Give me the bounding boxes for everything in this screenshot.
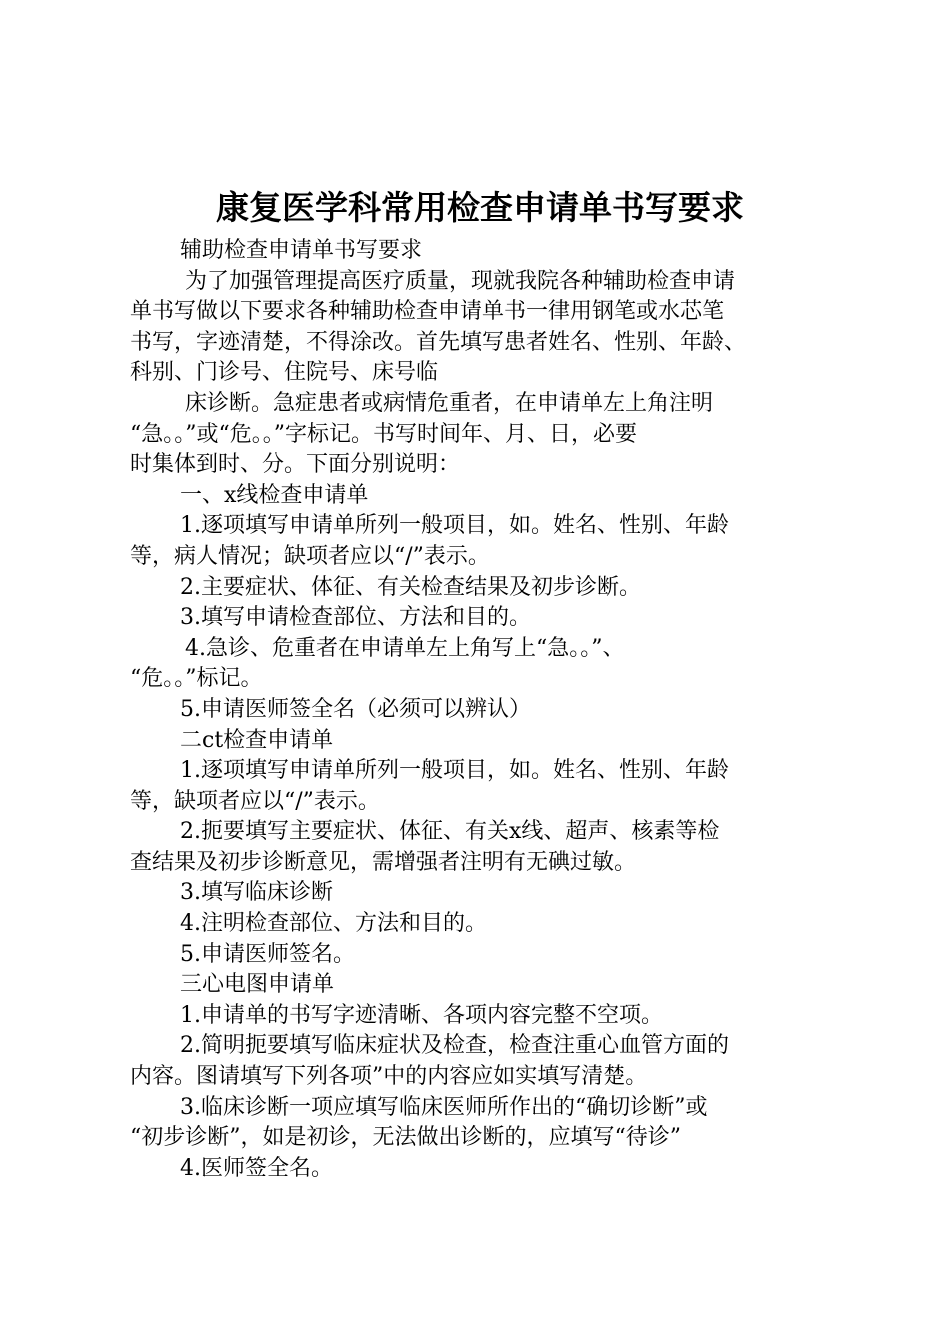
paragraph-line: “危。。”标记。 (130, 666, 263, 692)
paragraph-line: “初步诊断”，如是初诊，无法做出诊断的，应填写“待诊” (130, 1125, 681, 1151)
paragraph-line: 科别、门诊号、住院号、床号临 (130, 360, 439, 386)
paragraph-line: 等，缺项者应以“/”表示。 (130, 788, 380, 814)
document-body (130, 236, 834, 1184)
paragraph-line: 1.逐项填写申请单所列一般项目，如。姓名、性别、年龄 (180, 513, 729, 539)
paragraph-line: 4.注明检查部位、方法和目的。 (180, 911, 487, 937)
paragraph-line: 1.申请单的书写字迹清晰、各项内容完整不空项。 (180, 1002, 663, 1028)
paragraph-line: 3.填写临床诊断 (180, 880, 333, 906)
paragraph-line: 辅助检查申请单书写要求 (180, 238, 423, 263)
document-title: 康复医学科常用检查申请单书写要求 (216, 188, 744, 227)
paragraph-line: 2.主要症状、体征、有关检查结果及初步诊断。 (180, 574, 641, 600)
paragraph-line: 内容。图请填写下列各项”中的内容应如实填写清楚。 (130, 1064, 648, 1090)
paragraph-line: 3.临床诊断一项应填写临床医师所作出的“确切诊断”或 (180, 1094, 708, 1120)
paragraph-line: 为了加强管理提高医疗质量，现就我院各种辅助检查申请 (185, 268, 736, 294)
paragraph-line: 5.申请医师签全名（必须可以辨认） (180, 696, 531, 722)
paragraph-line: 4.急诊、危重者在申请单左上角写上“急。。”、 (185, 635, 625, 661)
paragraph-line: 1.逐项填写申请单所列一般项目，如。姓名、性别、年龄 (180, 758, 729, 784)
paragraph-line: 5.申请医师签名。 (180, 941, 355, 967)
paragraph-line: 2.扼要填写主要症状、体征、有关x线、超声、核素等检 (180, 819, 720, 845)
paragraph-line: 3.填写申请检查部位、方法和目的。 (180, 605, 531, 631)
paragraph-line: 一、x线检查申请单 (180, 482, 369, 508)
paragraph-line: 单书写做以下要求各种辅助检查申请单书一律用钢笔或水芯笔 (130, 299, 725, 325)
paragraph-line: 书写，字迹清楚，不得涂改。首先填写患者姓名、性别、年龄、 (130, 329, 747, 355)
paragraph-line: 2.简明扼要填写临床症状及检查，检查注重心血管方面的 (180, 1033, 729, 1059)
paragraph-line: 二ct检查申请单 (180, 727, 334, 753)
paragraph-line: 4.医师签全名。 (180, 1155, 333, 1181)
paragraph-line: 查结果及初步诊断意见，需增强者注明有无碘过敏。 (130, 849, 637, 875)
paragraph-line: “急。。”或“危。。”字标记。书写时间年、月、日，必要 (130, 421, 637, 447)
paragraph-line: 等，病人情况；缺项者应以“/”表示。 (130, 543, 490, 569)
paragraph-line: 三心电图申请单 (180, 972, 335, 998)
paragraph-line: 时集体到时、分。下面分别说明： (130, 452, 461, 478)
paragraph-line: 床诊断。急症患者或病情危重者，在申请单左上角注明 (185, 390, 714, 416)
